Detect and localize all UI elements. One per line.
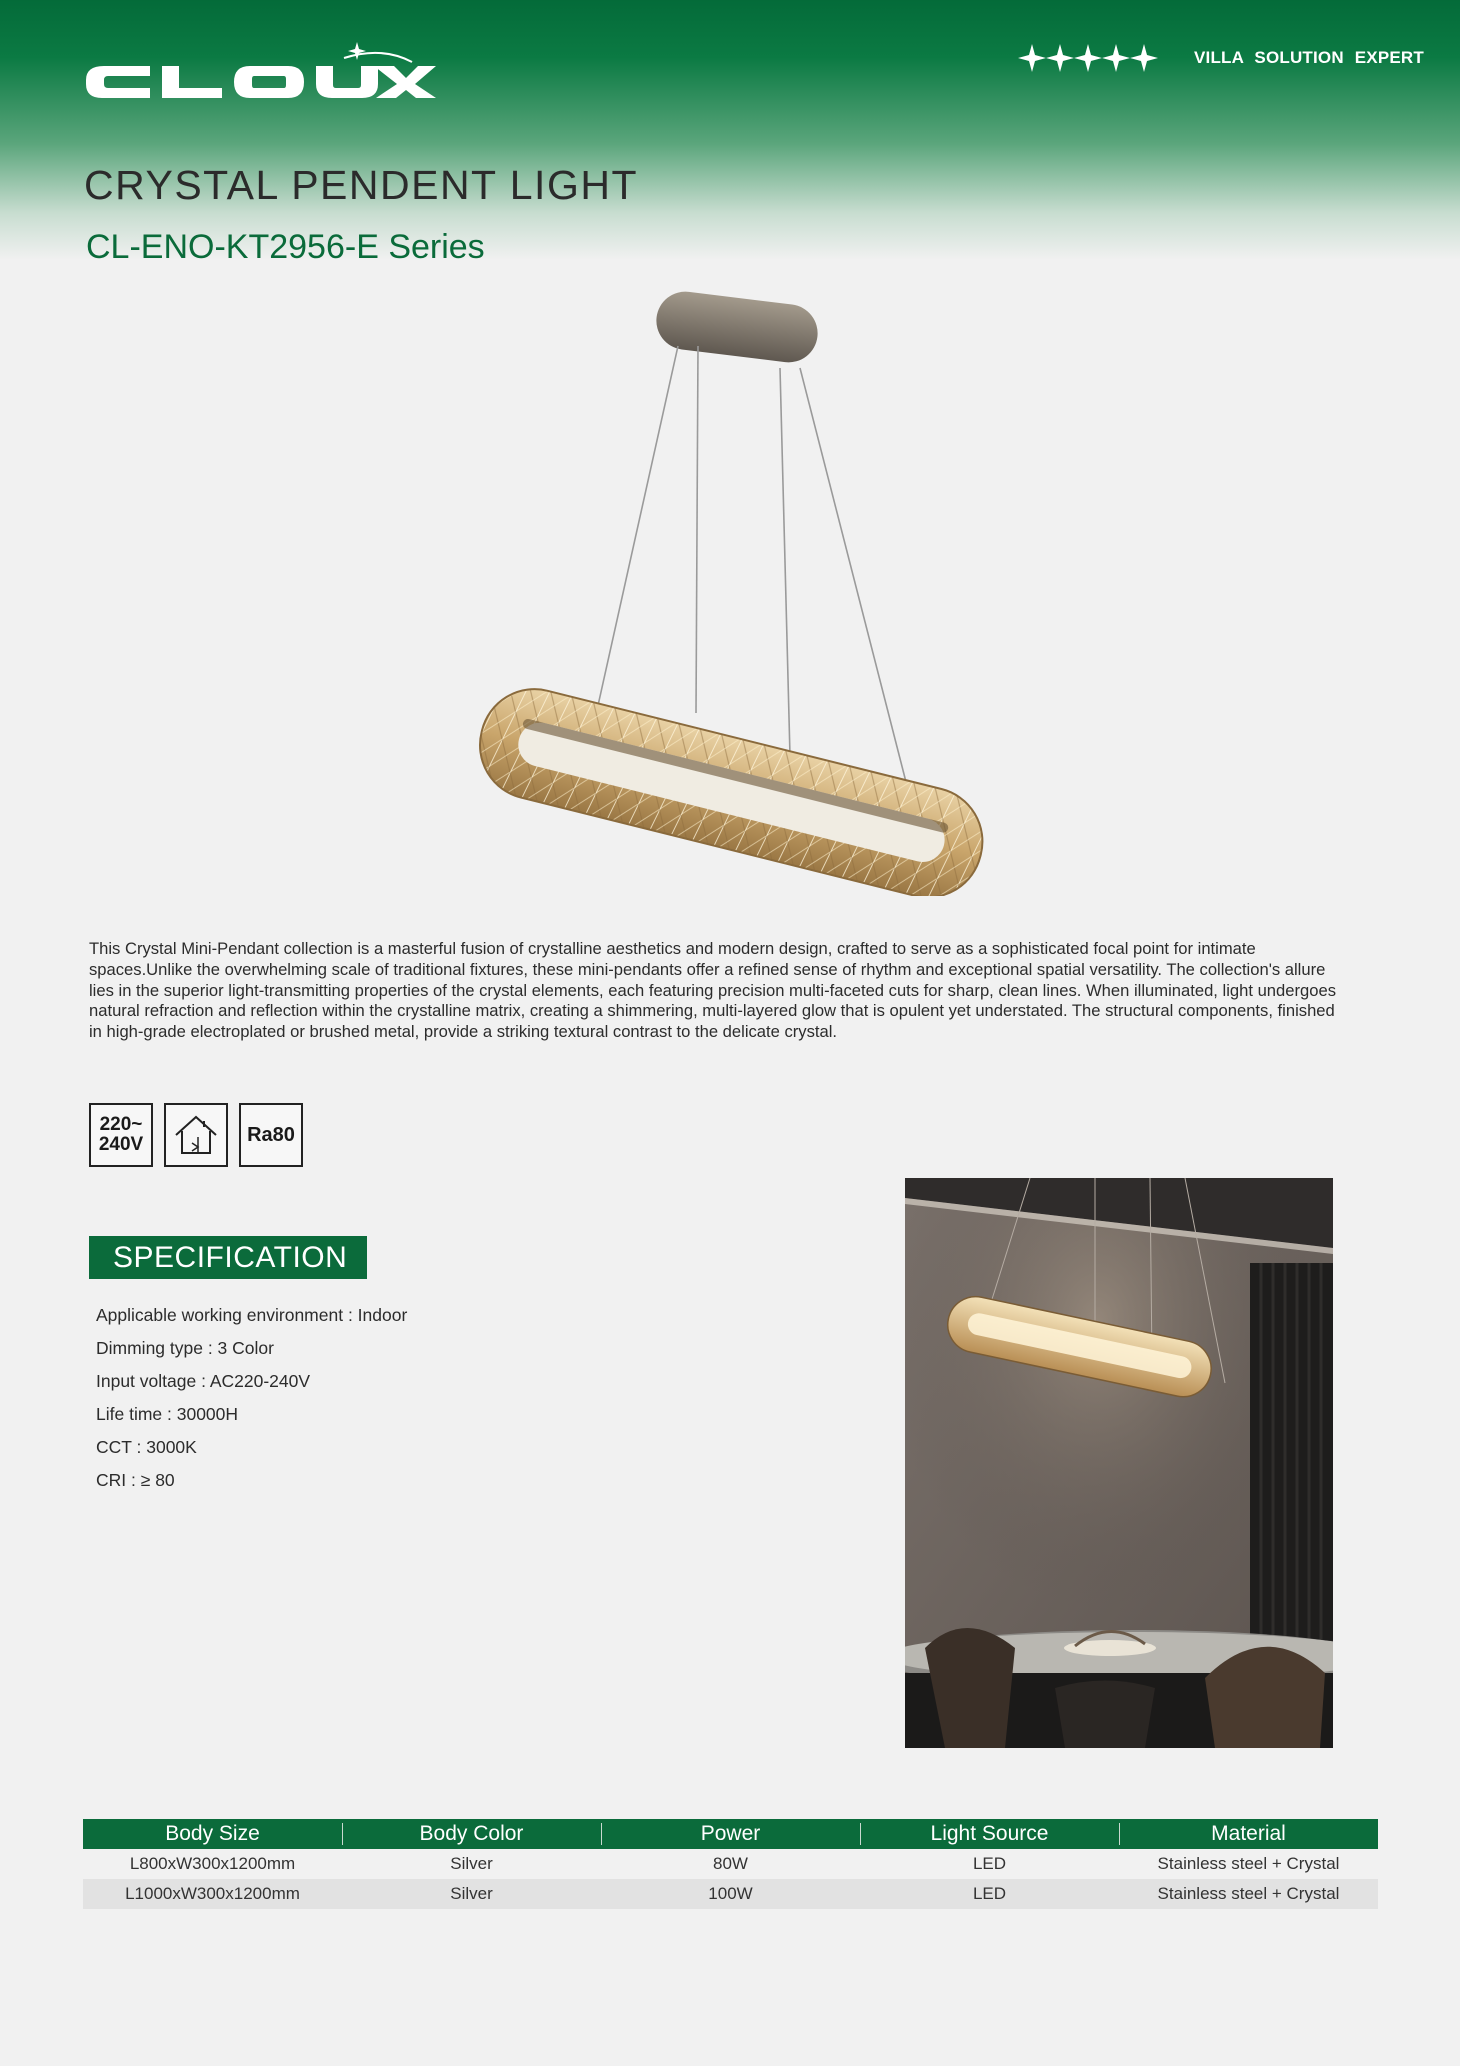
five-stars-rating-icon (1018, 40, 1160, 76)
column-header-body-color: Body Color (342, 1819, 601, 1849)
column-header-power: Power (601, 1819, 860, 1849)
cell-light-source: LED (860, 1879, 1119, 1909)
table-row (83, 1879, 1378, 1909)
product-series: CL-ENO-KT2956-E Series (86, 228, 485, 266)
column-header-light-source: Light Source (860, 1819, 1119, 1849)
spec-item-lifetime: Life time : 30000H (96, 1404, 239, 1424)
cell-body-size: L1000xW300x1200mm (83, 1879, 342, 1909)
dining-room-scene-photo (905, 1178, 1333, 1748)
product-title: CRYSTAL PENDENT LIGHT (84, 162, 638, 208)
specification-header: SPECIFICATION (89, 1236, 367, 1279)
cell-material: Stainless steel + Crystal (1119, 1879, 1378, 1909)
cell-light-source: LED (972, 1854, 1007, 1873)
spec-item-voltage: Input voltage : AC220-240V (96, 1371, 311, 1391)
table-row (83, 1849, 1378, 1879)
product-description: This Crystal Mini-Pendant collection is a masterful fusion of crystalline aesthetics and modern design, crafted to serve as a sophisticated focal point for intimate spaces.Unlike the overwhelming scale of traditional fixtures, these mini-pendants offer a refined sense of rhythm and exceptional spatial versatility. The collection's allure lies in the superior light-transmitting properties of the crystal elements, each featuring precision multi-faceted cuts for sharp, clean lines. When illuminated, light undergoes natural refraction and reflection within the crystalline matrix, creating a shimmering, multi-layered glow that is opulent yet understated. The structural components, finished in high-grade electroplated or brushed metal, provide a striking textural contrast to the delicate crystal. (89, 939, 1336, 1042)
specification-list (96, 1304, 407, 1502)
voltage-badge: 220~ 240V (89, 1103, 153, 1167)
brand-tagline: VILLA SOLUTION EXPERT (1194, 48, 1424, 67)
cloux-logo (82, 40, 438, 106)
indoor-house-icon (164, 1103, 228, 1167)
table-header-row (83, 1819, 1378, 1849)
pendant-light-product-image (450, 286, 1010, 896)
cell-power: 100W (601, 1879, 860, 1909)
cell-body-color: Silver (450, 1854, 493, 1873)
header-gradient-banner (0, 0, 1460, 260)
column-header-body-size: Body Size (83, 1819, 342, 1849)
cell-material: Stainless steel + Crystal (1157, 1854, 1340, 1873)
spec-item-environment: Applicable working environment : Indoor (96, 1305, 408, 1325)
column-header-material: Material (1119, 1819, 1378, 1849)
spec-item-dimming: Dimming type : 3 Color (96, 1338, 274, 1358)
cri-badge: Ra80 (239, 1103, 303, 1167)
cell-body-size: L800xW300x1200mm (129, 1854, 296, 1873)
cell-body-color: Silver (342, 1879, 601, 1909)
spec-item-cri: CRI : ≥ 80 (96, 1470, 175, 1490)
cell-power: 80W (713, 1854, 748, 1873)
product-variants-table (83, 1819, 1378, 1909)
spec-item-cct: CCT : 3000K (96, 1437, 197, 1457)
